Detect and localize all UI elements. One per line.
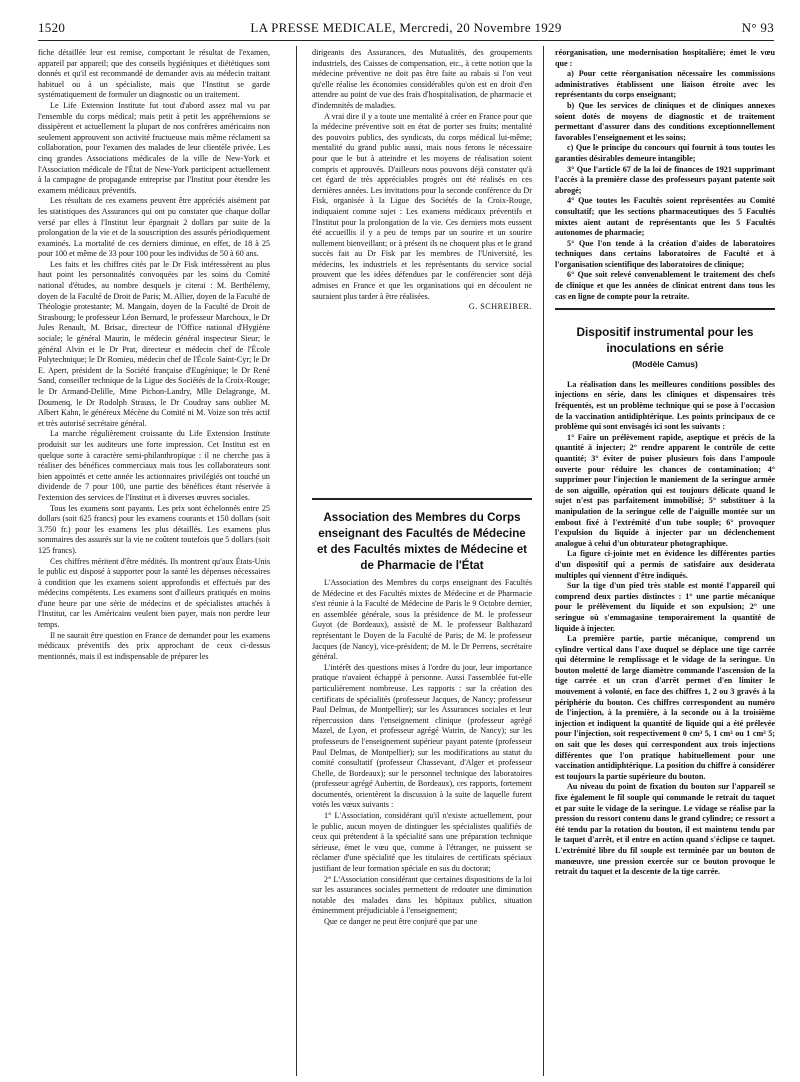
paragraph: 2° L'Association considérant que certaines dispositions de la loi sur les assurances sociales permettent de redouter une diminution notable des malades dans les hôpitaux publics, situation éminemment préjudiciable à l'enseignement;	[312, 874, 532, 916]
column-divider	[543, 46, 544, 1076]
paragraph: L'Association des Membres du corps enseignant des Facultés de Médecine et des Facultés mixtes de Médecine et de Pharmacie s'est réunie à la Faculté de Médecine de Paris le 9 Octobre dernier, en assemblée générale, sous la présidence de M. le professeur Guyot (de Bordeaux), assisté de M. le professeur Balthazard représentant le Doyen de la Faculté de Paris; de M. le professeur Jacques (de Nancy), vice-président; de M. le Dr Perrens, secrétaire général.	[312, 578, 532, 662]
paragraph: réorganisation, une modernisation hospitalière; émet le vœu que :	[555, 48, 775, 68]
list-item: 5° Que l'on tende à la création d'aides de laboratoires techniques dans certains laboratoires de Faculté et à l'organisation scientifique des laboratoires de clinique;	[555, 238, 775, 269]
column-2-top	[312, 48, 532, 488]
list-item: 6° Que soit relevé convenablement le traitement des chefs de clinique et que les années de clinicat entrent dans tous les cas en ligne de compte pour la retraite.	[555, 270, 775, 301]
paragraph: Les résultats de ces examens peuvent être appréciés aisément par les statistiques des Assurances qui ont pu constater que chaque dollar versé par elles à l'Institut leur épargnait 2 dollars par suite de la prolongation de la vie et de la souscription des assurés périodiquement examinés. La mortalité de ces derniers diminue, en effet, de 18 à 25 pour 100 et même de 33 pour 100 pour les individus de 50 à 60 ans.	[38, 196, 270, 259]
paragraph: La marche régulièrement croissante du Life Extension Institute produisit sur les auditeurs une forte impression. Cet Institut est en quelque sorte à caractère semi-philanthropique : il ne cherche pas à réaliser des bénéfices commerciaux mais tous les collaborateurs sont bien appointés et cette année les actionnaires privilégiés ont touché un dividende de 7 pour 100, une partie des bénéfices étant réservée à l'extension des services de l'Institut et à diverses œuvres sociales.	[38, 429, 270, 502]
column-2-bottom	[312, 578, 532, 1078]
author-signature: G. SCHREIBER.	[468, 302, 532, 312]
paragraph: La première partie, partie mécanique, comprend un cylindre vertical dans l'axe duquel se déplace une tige carrée qui détermine le remplissage et le vidage de la seringue. Un bouton moletté de large diamètre commande l'ascension de la tige carrée et un cran d'arrêt permet d'en limiter le mouvement à volonté, en face des chiffres 1, 2 ou 3 gravés à la périphérie du bouton. Ces chiffres correspondent au numéro de l'injection, à la première, à la seconde ou à la troisième injection et indiquent la quantité de liquide qui a été prélevée pour l'injection, soit respectivement 0 cm³ 5, 1 cm³ ou 1 cm³ 5; on sait que les doses qui correspondent aux trois injections différentes que l'on pratique habituellement pour une vaccination antidiphtérique. La position du chiffre à considérer est toujours la partie supérieure du bouton.	[555, 634, 775, 781]
column-divider	[296, 46, 297, 1076]
paragraph: Ces chiffres méritent d'être médités. Ils montrent qu'aux États-Unis le public est disposé à supporter pour la santé les dépenses nécessaires à condition que les examens soient approfondis et effectués par des médecins compétents. Les examens sont d'ailleurs pratiqués en moins d'une heure par une série de médecins et de spécialistes attachés à l'Institut, car les Américains veulent bien payer, mais non perdre leur temps.	[38, 556, 270, 630]
paragraph: A vrai dire il y a toute une mentalité à créer en France pour que la médecine préventive soit en état de porter ses fruits; mentalité des pouvoirs publics, des syndicats, du corps médical lui-même; mentalité du grand public aussi, mais nous ferons le nécessaire pour que le but à atteindre et les moyens de réalisation soient compris et approuvés. D'ailleurs nous pouvons déjà constater qu'à cet égard de très appréciables progrès ont été réalisés en ces dernières années. Les invitations pour la seconde conférence du Dr Fisk, organisée à la Ligue des Sociétés de la Croix-Rouge, indiquaient comme sujet : Les examens médicaux préventifs et l'Institut pour la prolongation de la vie. Ces derniers mots eussent été accueillis il y a peu de temps par un sourire et un sourire nullement bienveillant; or à présent ils ne choquent plus et le grand succès fait au Dr Fisk par les membres de l'Université, les médecins, les industriels et les représentants du service social prouvent que les idées défendues par le conférencier sont déjà admises en France et que les organisations qui en découlent ne sauraient plus tarder à être réalisées.	[312, 111, 532, 301]
paragraph: Il ne saurait être question en France de demander pour les examens médicaux préventifs des prix approchant de ceux ci-dessus mentionnés, mais il est indispensable de préparer les	[38, 630, 270, 661]
page-header	[38, 20, 774, 40]
paragraph: Sur la tige d'un pied très stable est monté l'appareil qui comprend deux parties distinctes : 1° une partie mécanique pour le prélèvement du liquide et son expulsion; 2° une seringue où s'emmagasine temporairement la quantité de liquide à injecter.	[555, 581, 775, 633]
paragraph: La figure ci-jointe met en évidence les différentes parties d'un dispositif qui a permis de satisfaire aux desiderata multiples qui viennent d'être indiqués.	[555, 549, 775, 580]
list-item: c) Que le principe du concours qui fournit à tous toutes les garanties désirables demeure intangible;	[555, 143, 775, 163]
page-number: 1520	[38, 20, 66, 35]
journal-title: LA PRESSE MEDICALE, Mercredi, 20 Novembre 1929	[250, 20, 562, 35]
paragraph: Au niveau du point de fixation du bouton sur l'appareil se fixe également le fil souple qui commande le retrait du taquet et par suite le vidage de la seringue. Le vidage se réalise par la pression du ressort contenu dans le grand cylindre; ce ressort a été tendu par la rotation du bouton, il est maintenu tendu par le taquet d'arrêt, et il entre en action quand s'éclipse ce taquet. L'extrémité libre du fil souple est terminée par un bouton de manœuvre, une pression exercée sur ce bouton provoque le retrait du taquet et la descente de la tige carrée.	[555, 782, 775, 877]
section-rule	[312, 498, 532, 500]
paragraph: Tous les examens sont payants. Les prix sont échelonnés entre 25 dollars (soit 625 francs) pour les examens courants et 150 dollars (soit 3.750 fr.) pour les examens les plus détaillés. Les examens plus sommaires des assurés sur la vie ne coûtent toutefois que 5 dollars (soit 125 francs).	[38, 503, 270, 555]
list-item: b) Que les services de cliniques et de cliniques annexes soient dotés de moyens de diagnostic et de traitement permettant d'assurer dans des conditions exceptionnellement favorables l'enseignement et les soins;	[555, 100, 775, 142]
list-item: a) Pour cette réorganisation nécessaire les commissions administratives établissent une liaison étroite avec les représentants du corps enseignant;	[555, 69, 775, 100]
column-1	[38, 48, 270, 1078]
column-3	[555, 48, 775, 1078]
section-rule	[555, 308, 775, 310]
list-item: 3° Que l'article 67 de la loi de finances de 1921 supprimant l'accès à la première classe des professeurs payant patente soit abrogé;	[555, 164, 775, 195]
section-subtitle: (Modèle Camus)	[632, 359, 698, 370]
header-rule	[38, 40, 774, 41]
section-title-association: Association des Membres du Corps enseignant des Facultés de Médecine et des Facultés mixtes de Médecine et de Pharmacie de l'État	[316, 511, 528, 572]
issue-number: N° 93	[741, 20, 774, 35]
list-item: 4° Que toutes les Facultés soient représentées au Comité consultatif; que les sections pharmaceutiques des 5 Facultés mixtes aient autant de représentants que les 5 Facultés autonomes de pharmacie;	[555, 196, 775, 238]
paragraph: Que ce danger ne peut être conjuré que par une	[324, 917, 478, 926]
paragraph: L'intérêt des questions mises à l'ordre du jour, leur importance pratique n'avaient échappé à personne. Aussi l'assemblée fut-elle particulièrement nombreuse. Les rapports : sur la création des certificats de spécialités (professeur Jacques, de Nancy; professeur Paul Delmas, de Montpellier); sur les Assurances sociales et leur répercussion dans l'enseignement clinique (professeur agrégé Mazel, de Lyon, et professeur agrégé Watrin, de Nancy); sur les professeurs de l'enseignement supérieur payant patente (professeur Paul Delmas, de Montpellier); sur les modifications au statut du comité consultatif (professeur Chassevant, d'Alger et professeur Chelle, de Bordeaux); sur le personnel technique des laboratoires (professeur agrégé Aubertin, de Bordeaux), ces rapports, fortement documentés, orientèrent la discussion à la suite de laquelle furent votés les vœux suivants :	[312, 662, 532, 810]
section-title-dispositif: Dispositif instrumental pour les inoculations en série	[576, 325, 754, 356]
paragraph: Le Life Extension Institute fut tout d'abord assez mal vu par l'ensemble du corps médical; mais petit à petit les appréhensions se dissipèrent et actuellement la plupart de nos confrères américains non seulement approuvent son activité fructueuse mais même réclament sa collaboration, pour l'examen des malades de leur clientèle privée. Les cinq grandes Associations médicales de la ville de New-York et l'Association médicale de l'État de New-York participent actuellement à la campagne de propagande entreprise par l'Institut pour étendre les examens médicaux préventifs.	[38, 100, 270, 195]
paragraph: 1° L'Association, considérant qu'il n'existe actuellement, pour le public, aucun moyen de distinguer les spécialistes qualifiés de ceux qui prétendent à la spécialité sans une préparation technique sérieuse, émet le vœu que, comme à l'étranger, ne puissent se réclamer d'une spécialité que les titulaires de certificats spéciaux justifiant de leur formation spéciale en sus du doctorat;	[312, 811, 532, 874]
paragraph: dirigeants des Assurances, des Mutualités, des groupements industriels, des Caisses de compensation, etc., à cette notion que la médecine préventive ne doit pas être faite au rabais si l'on veut qu'elle réalise les économies considérables qu'on est en droit d'en attendre au point de vue des frais d'hospitalisation, de pharmacie et d'indemnités de maladies.	[312, 48, 532, 110]
paragraph: Les faits et les chiffres cités par le Dr Fisk intéressèrent au plus haut point les personnalités convoquées par les soins du Comité national d'études, au nombre desquels je citerai : M. Berthélemy, doyen de la Faculté de Droit de Paris; M. Allier, doyen de la Faculté de Théologie protestante; M. Mangain, doyen de la Faculté de Droit de Strasbourg; le professeur Léon Bernard, le professeur Marchoux, le Dr Jules Renault, M. Brisac, directeur de l'Office national d'Hygiène sociale; le général Maurin, le médecin général inspecteur Sieur; le général Alvin et le Dr Prat, directeur et médecin chef de l'École Polytechnique; le Dr Romieu, médecin chef de l'École Saint-Cyr; le Dr E. Apert, président de la Société française d'Eugénique; le Dr René Sand, conseiller technique de la Ligue des Sociétés de la Croix-Rouge; le Dr Armand-Delille, Mme Pichon-Landry, Mlle Delagrange, M. Doumenq, le Dr Rodolph Strauss, le Dr Coudray sans oublier M. Albert Kahn, le généreux Mécène du Comité ni M. Voize son très actif et très autorisé secrétaire général.	[38, 259, 270, 428]
paragraph: fiche détaillée leur est remise, comportant le résultat de l'examen, appareil par appareil; que des conseils hygiéniques et diététiques sont donnés et qu'il est recommandé de demander avis au médecin traitant habituel ou à un spécialiste, mais que l'Institut se garde systématiquement de formuler un diagnostic ou un traitement.	[38, 48, 270, 100]
paragraph: La réalisation dans les meilleures conditions possibles des injections en série, dans les cliniques et dispensaires très fréquentés, est un problème technique qui se pose à l'occasion de la vaccination antidiphtérique. Les points principaux de ce problème qui sont envisagés ici sont les suivants :	[555, 379, 775, 432]
paragraph: 1° Faire un prélèvement rapide, aseptique et précis de la quantité à injecter; 2° rendre apparent le contrôle de cette quantité; 3° éviter de puiser plusieurs fois dans l'ampoule ouverte pour réduire les chances de contamination; 4° supprimer pour l'injection le maniement de la seringue armée de son aiguille, opération qui est toujours délicate quand le sujet n'est pas parfaitement immobilisé; 5° substituer à la manipulation de la seringue celle de l'aiguille montée sur un embout fixé à l'extrémité d'un tube souple; 6° provoquer l'expulsion du liquide à injecter par un déclenchement analogue à celui d'un obturateur photographique.	[555, 432, 775, 548]
